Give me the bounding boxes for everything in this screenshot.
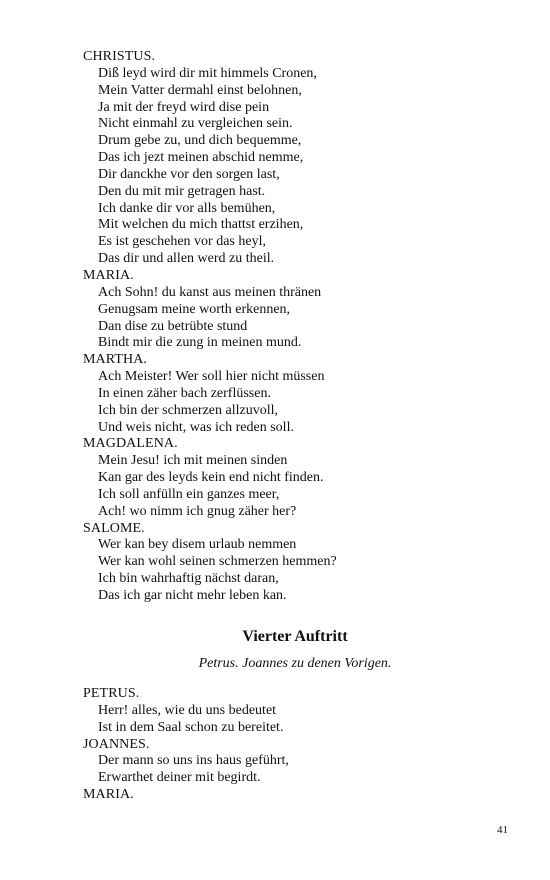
verse-line: Nicht einmahl zu vergleichen sein.	[98, 116, 293, 132]
verse-line: Ach! wo nimm ich gnug zäher her?	[98, 503, 297, 519]
verse-line: Bindt mir die zung in meinen mund.	[98, 335, 302, 351]
verse-line: In einen zäher bach zerflüssen.	[98, 385, 271, 401]
speaker-name: MARTHA.	[83, 352, 148, 368]
speaker-name: MARIA.	[83, 267, 134, 283]
verse-line: Dan dise zu betrübte stund	[98, 318, 248, 334]
verse-line: Wer kan wohl seinen schmerzen hemmen?	[98, 554, 337, 570]
page-number: 41	[497, 824, 508, 836]
verse-line: Mein Vatter dermahl einst belohnen,	[98, 82, 302, 98]
verse-line: Dir danckhe vor den sorgen last,	[98, 166, 280, 182]
verse-line: Diß leyd wird dir mit himmels Cronen,	[98, 65, 317, 81]
verse-line: Den du mit mir getragen hast.	[98, 183, 266, 199]
verse-line: Genugsam meine worth erkennen,	[98, 301, 291, 317]
speaker-name: PETRUS.	[83, 686, 140, 701]
speaker-name: CHRISTUS.	[83, 49, 156, 64]
verse-line: Ach Sohn! du kanst aus meinen thränen	[98, 284, 322, 300]
verse-line: Ich soll anfülln ein ganzes meer,	[98, 486, 280, 502]
verse-line: Das dir und allen werd zu theil.	[98, 251, 275, 267]
verse-line: Es ist geschehen vor das heyl,	[98, 234, 266, 250]
verse-line: Ich bin der schmerzen allzuvoll,	[98, 402, 278, 418]
verse-line: Das ich jezt meinen abschid nemme,	[98, 150, 304, 166]
verse-line: Ich bin wahrhaftig nächst daran,	[98, 571, 279, 587]
verse-line: Und weis nicht, was ich reden soll.	[98, 419, 294, 435]
verse-line: Ist in dem Saal schon zu bereitet.	[98, 719, 284, 735]
scene-title: Vierter Auftritt	[242, 628, 348, 645]
verse-line: Wer kan bey disem urlaub nemmen	[98, 537, 297, 553]
dialogue-section-2	[83, 686, 523, 804]
verse-line: Drum gebe zu, und dich bequemme,	[98, 133, 302, 149]
speaker-name: MARIA.	[83, 787, 134, 803]
verse-line: Mit welchen du mich thattst erzihen,	[98, 217, 304, 233]
dialogue-section-1	[83, 49, 523, 605]
verse-line: Ach Meister! Wer soll hier nicht müssen	[98, 369, 325, 385]
verse-line: Kan gar des leyds kein end nicht finden.	[98, 470, 324, 486]
verse-line: Das ich gar nicht mehr leben kan.	[98, 588, 287, 603]
verse-line: Ich danke dir vor alls bemühen,	[98, 200, 276, 216]
speaker-name: JOANNES.	[83, 736, 150, 752]
verse-line: Ja mit der freyd wird dise pein	[98, 99, 270, 115]
speaker-name: MAGDALENA.	[83, 436, 178, 452]
speaker-name: SALOME.	[83, 520, 145, 536]
verse-line: Herr! alles, wie du uns bedeutet	[98, 702, 277, 718]
verse-line: Der mann so uns ins haus geführt,	[98, 753, 289, 769]
verse-line: Mein Jesu! ich mit meinen sinden	[98, 453, 288, 469]
verse-line: Erwarthet deiner mit begirdt.	[98, 770, 261, 786]
scene-subtitle: Petrus. Joannes zu denen Vorigen.	[198, 656, 392, 671]
